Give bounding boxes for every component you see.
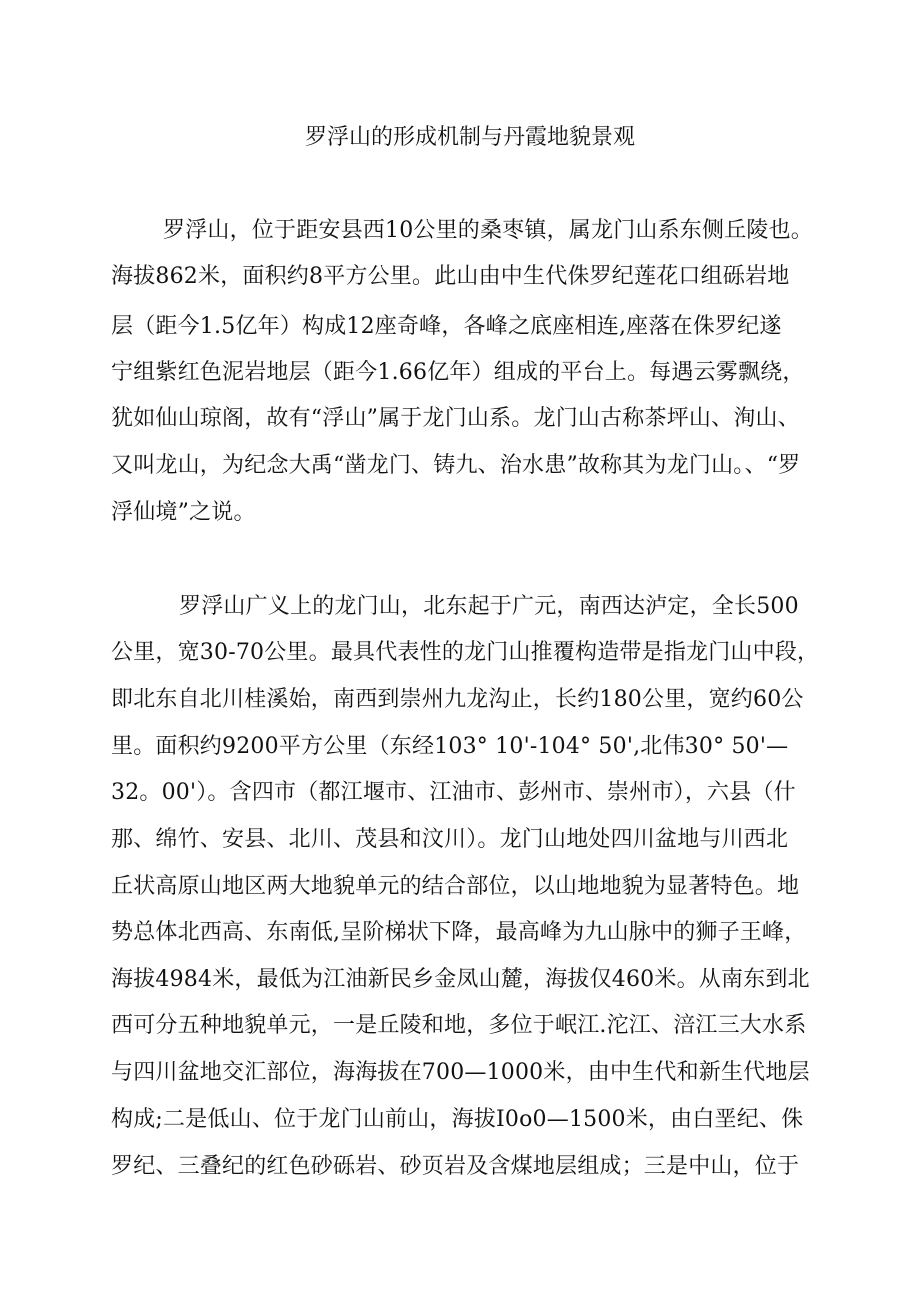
paragraph-line: 构成;二是低山、位于龙门山前山，海拔I0o0—1500米，由白垩纪、侏 — [111, 1107, 804, 1132]
paragraph-line: 势总体北西高、东南低,呈阶梯状下降，最高峰为九山脉中的狮子王峰， — [111, 920, 807, 945]
paragraph-line: 海拔862米，面积约8平方公里。此山由中生代侏罗纪莲花口组砾岩地 — [111, 264, 790, 289]
paragraph-line: 公里，宽30-70公里。最具代表性的龙门山推覆构造带是指龙门山中段， — [111, 640, 820, 665]
document-title: 罗浮山的形成机制与丹霞地貌景观 — [304, 125, 635, 150]
paragraph-line: 罗纪、三叠纪的红色砂砾岩、砂页岩及含煤地层组成；三是中山，位于 — [111, 1154, 800, 1179]
paragraph-line: 西可分五种地貌单元，一是丘陵和地，多位于岷江.沱江、涪江三大水系 — [111, 1013, 807, 1038]
paragraph-line: 罗浮山广义上的龙门山，北东起于广元，南西达泸定，全长500 — [179, 594, 799, 619]
paragraph-line: 丘状高原山地区两大地貌单元的结合部位，以山地地貌为显著特色。地 — [111, 874, 800, 899]
paragraph-line: 又叫龙山，为纪念大禹“凿龙门、铸九、治水患”故称其为龙门山。、“罗 — [111, 453, 801, 478]
paragraph-line: 海拔4984米，最低为江油新民乡金凤山麓，海拔仅460米。从南东到北 — [111, 967, 810, 992]
paragraph-line: 犹如仙山琼阁，故有“浮山”属于龙门山系。龙门山古称茶坪山、洵山、 — [111, 406, 800, 431]
paragraph-line: 层（距今1.5亿年）构成12座奇峰，各峰之底座相连,座落在侏罗纪遂 — [111, 314, 782, 339]
paragraph-line: 32。00'）。含四市（都江堰市、江油市、彭州市、崇州市），六县（什 — [111, 780, 796, 805]
paragraph-line: 那、绵竹、安县、北川、茂县和汶川）。龙门山地处四川盆地与川西北 — [111, 827, 789, 852]
paragraph-line: 罗浮山，位于距安县西10公里的桑枣镇，属龙门山系东侧丘陵也。 — [163, 218, 813, 243]
paragraph-line: 与四川盆地交汇部位，海海拔在700—1000米，由中生代和新生代地层 — [111, 1060, 810, 1085]
paragraph-line: 宁组紫红色泥岩地层（距今1.66亿年）组成的平台上。每遇云雾飘绕， — [111, 360, 805, 385]
paragraph-line: 里。面积约9200平方公里（东经103° 10'-104° 50',北伟30° 50'— — [111, 734, 789, 759]
paragraph-line: 即北东自北川桂溪始，南西到崇州九龙沟止，长约180公里，宽约60公 — [111, 687, 804, 712]
paragraph-line: 浮仙境”之说。 — [111, 500, 256, 525]
